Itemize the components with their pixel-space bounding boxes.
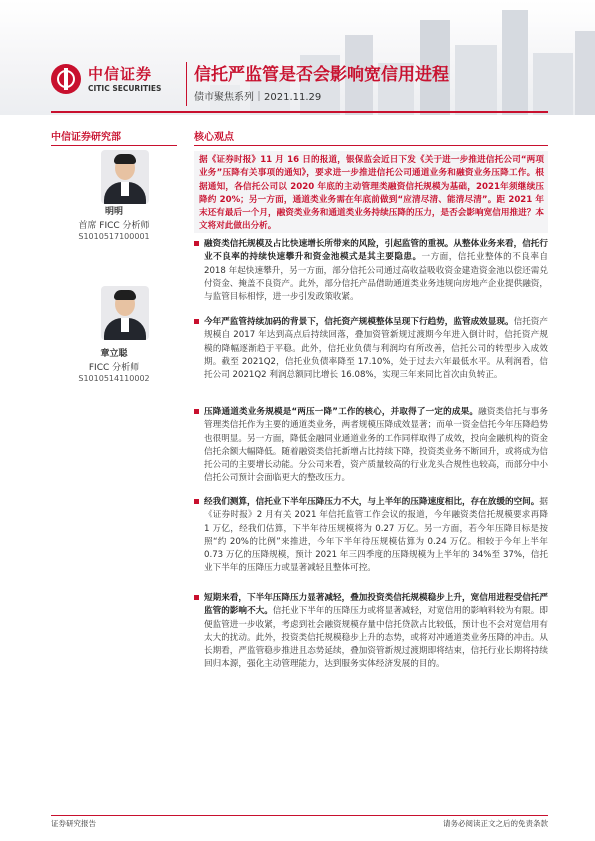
analyst-id: S1010514110002: [78, 374, 150, 383]
footer-rule: [51, 815, 548, 816]
bullet-body: 融资类信托与事务管理类信托作为主要的通道类业务，两者规模压降成效显著；而单一资金信托今年压降趋势也很明显。另一方面，降低金融同业通道业务的工作同样取得了成效，投向金融机构的资金信托余额大幅降低。随着融资类信托新增占比持续下降，投资类业务不断回升，或将成为信托公司的主要增长动能。分公司来看，资产质量较高的行业龙头合规性也较高，而部分中小信托公司预计会面临更大的整改压力。: [204, 407, 548, 484]
bullet-body: 信托资产规模自 2017 年达到高点后持续回落，叠加资管新规过渡期今年进入倒计时，信托资产规模的降幅逐渐趋于平稳。此外，信托业负债与利润均有所改善，信托公司的转型步入成效期。截至 2021Q2，信托业负债率降至 17.10%，处于过去六年最低水平。从利润看，信托公司 2021Q2 利润总额同比增长 16.08%，实现三年来同比首次由负转正。: [204, 317, 548, 381]
analyst-name: 章立聪: [100, 349, 128, 359]
summary-text: 据《证券时报》11 月 16 日的报道，银保监会近日下发《关于进一步推进信托公司“两项业务”压降有关事项的通知》，要求进一步推进信托公司通道业务和融资业务压降工作。根据通知，各信托公司以 2020 年底的主动管理类融资信托规模为基础，2021年须继续压降约 20%；另一方面，通道类业务需在年底前做到“应清尽清、能清尽清”。距 2021 年末还有最后一个月，融资类业务和通道类业务持续压降的压力，是否会影响宽信用推进？本文将对此做出分析。: [199, 155, 544, 232]
bullet-point: [194, 406, 548, 486]
analyst-photo: [101, 150, 149, 204]
bullet-body: 信托业下半年的压降压力或将显著减轻，对宽信用的影响料较为有限。即便监管进一步收紧，考虑到社会融资规模存量中信托贷款占比较低，预计也不会对宽信用有太大的扰动。此外，投资类信托规模稳步上升的态势，或将对冲通道类业务压降的冲击。从长期看，严监管稳步推进且态势延续，叠加资管新规过渡期即将结束，信托行业长期将持续回归本源，强化主动管理能力，达到服务实体经济发展的目的。: [204, 606, 548, 670]
bullet-lead: 压降通道类业务规模是“两压一降”工作的核心，并取得了一定的成果。: [204, 407, 479, 417]
skyline-building: [455, 45, 497, 115]
section-title: 核心观点: [194, 132, 234, 143]
report-series-date: 债市聚焦系列｜2021.11.29: [194, 92, 322, 103]
bullet-point: [194, 238, 548, 304]
footer-label: 证券研究报告: [51, 819, 96, 828]
skyline-building: [533, 53, 573, 115]
section-rule: [194, 145, 548, 146]
header-divider: [186, 62, 187, 106]
bullet-point: [194, 316, 548, 382]
report-title: 信托严监管是否会影响宽信用进程: [194, 65, 449, 85]
sidebar-title: 中信证券研究部: [51, 132, 121, 143]
citic-logo-icon: [51, 64, 81, 94]
brand-name-en: CITIC SECURITIES: [88, 84, 162, 93]
analyst-id: S1010517100001: [78, 232, 150, 241]
header-rule: [51, 111, 548, 113]
analyst-role: 首席 FICC 分析师: [78, 221, 150, 231]
bullet-body: 据《证券时报》2 月有关 2021 年信托监管工作会议的报道，今年融资类信托规模要求再降 1 万亿，经我们估算，下半年待压规模将为 0.27 万亿。另一方面，若今年压降目标是按照“约 20%的比例”来推进，今年下半年待压规模估算为 0.24 万亿。相较于今年上半年 0.73 万亿的压降规模，预计 2021 年三四季度的压降规模为上半年的 34%至 37%，信托业下半年的压降压力或显著减轻且整体可控。: [204, 497, 548, 574]
bullet-point: [194, 496, 548, 576]
skyline-building: [502, 10, 528, 115]
bullet-lead: 经我们测算，信托业下半年压降压力不大，与上半年的压降速度相比，存在放缓的空间。: [204, 497, 540, 507]
analyst-photo: [101, 286, 149, 340]
bullet-square-icon: [194, 499, 199, 504]
sidebar-rule: [51, 145, 177, 146]
bullet-square-icon: [194, 595, 199, 600]
bullet-lead: 今年严监管持续加码的背景下，信托资产规模整体呈现下行趋势，监管成效显现。: [204, 317, 514, 327]
skyline-building: [575, 31, 595, 115]
footer-disclaimer: 请务必阅读正文之后的免责条款: [443, 819, 548, 828]
bullet-square-icon: [194, 241, 199, 246]
bullet-square-icon: [194, 319, 199, 324]
summary-box: [194, 151, 548, 233]
bullet-square-icon: [194, 409, 199, 414]
bullet-lead: 融资类信托规模及占比快速增长所带来的风险，引起监管的重视。从整体业务来看，信托行业不良率的持续快速攀升和资金池模式是其主要隐患。: [204, 239, 548, 263]
bullet-lead: 短期来看，下半年压降压力显著减轻，叠加投资类信托规模稳步上升，宽信用进程受信托严监管的影响不大。: [204, 593, 548, 617]
analyst-role: FICC 分析师: [88, 363, 140, 373]
analyst-name: 明明: [104, 207, 123, 217]
bullet-body: 一方面，信托业整体的不良率自 2018 年起快速攀升，另一方面，部分信托公司通过高收益吸收资金建造资金池以偿还需兑付资金、掩盖不良资产。此外，部分信托产品借助通道类业务违规向房地产企业提供融资，与监管目标相悖，进一步引发政策收紧。: [204, 252, 548, 303]
bullet-point: [194, 592, 548, 672]
brand-name-cn: 中信证券: [88, 65, 153, 83]
